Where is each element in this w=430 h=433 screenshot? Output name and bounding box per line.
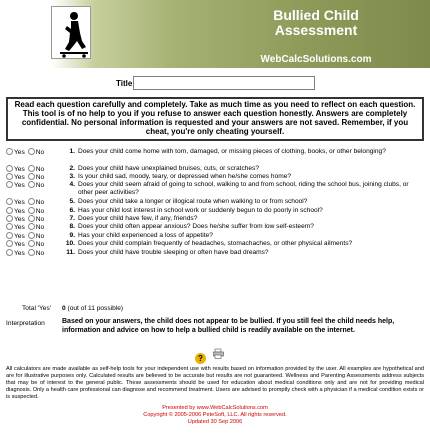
question-text: Does your child come home with torn, damaged, or missing pieces of clothing, books, or other belonging? — [78, 148, 386, 155]
radio-circle-icon[interactable] — [6, 181, 13, 188]
answer-options — [6, 223, 64, 232]
question-row — [6, 165, 424, 173]
question-number: 5. — [69, 198, 75, 205]
no-radio[interactable] — [28, 249, 44, 258]
answer-options — [6, 249, 64, 258]
radio-circle-icon[interactable] — [6, 207, 13, 214]
radio-circle-icon[interactable] — [28, 249, 35, 256]
radio-circle-icon[interactable] — [28, 165, 35, 172]
question-number: 8. — [69, 223, 75, 230]
no-label: No — [35, 224, 45, 231]
radio-circle-icon[interactable] — [6, 148, 13, 155]
yes-label: Yes — [14, 250, 25, 257]
no-label: No — [35, 166, 45, 173]
question-number: 7. — [69, 215, 75, 222]
yes-radio[interactable] — [6, 223, 25, 232]
page-title: Bullied Child Assessment — [273, 7, 359, 38]
question-number: 9. — [69, 232, 75, 239]
no-label: No — [35, 216, 45, 223]
yes-radio[interactable] — [6, 249, 25, 258]
question-text: Does your child often appear anxious? Does he/she suffer from low self-esteem? — [78, 223, 314, 230]
question-number: 1. — [69, 148, 75, 155]
yes-radio[interactable] — [6, 181, 25, 190]
radio-circle-icon[interactable] — [6, 240, 13, 247]
disclaimer-text: All calculators are made available as self-help tools for your independent use with results based on information provided by the user. All examples are hypothetical and are for illustrative purposes only. Calculated results are believed to be accurate but results are not guaranteed. Wellness and Parenting Assessments address subjects that may be of interest to the general public. These assessments should be used for education about medical conditions only and are not for providing medical diagnosis. Only a health care professional can diagnose and recommend treatment. Users are advised to promptly check with a physician if a medical condition exists or is suspected. — [6, 366, 424, 400]
question-text: Does your child complain frequently of headaches, stomachaches, or other physical ailments? — [78, 240, 353, 247]
total-yes-label: Total 'Yes' — [22, 305, 52, 312]
radio-circle-icon[interactable] — [28, 215, 35, 222]
question-text: Is your child sad, moody, teary, or depressed when he/she comes home? — [78, 173, 292, 180]
question-text: Does your child seem afraid of going to school, walking to and from school, riding the school bus, joining clubs, or other peer activities? — [78, 181, 409, 196]
radio-circle-icon[interactable] — [6, 232, 13, 239]
radio-circle-icon[interactable] — [28, 223, 35, 230]
skateboarder-logo — [51, 6, 91, 59]
radio-circle-icon[interactable] — [6, 173, 13, 180]
question-number: 11. — [66, 249, 75, 256]
footer-copyright: Copyright © 2005-2006 PeteSoft, LLC. All rights reserved. — [143, 412, 287, 418]
radio-circle-icon[interactable] — [6, 223, 13, 230]
no-label: No — [35, 182, 45, 189]
yes-label: Yes — [14, 149, 25, 156]
question-number: 6. — [69, 207, 75, 214]
title-label: Title — [116, 79, 133, 88]
footer-updated: Updated 30 Sep 2006 — [187, 419, 243, 425]
yes-radio[interactable] — [6, 240, 25, 249]
header-banner — [0, 0, 430, 68]
radio-circle-icon[interactable] — [28, 181, 35, 188]
yes-label: Yes — [14, 199, 25, 206]
question-row — [6, 173, 424, 181]
no-label: No — [35, 174, 45, 181]
interpretation-label: Interpretation — [6, 320, 45, 327]
action-icons — [195, 348, 224, 366]
no-radio[interactable] — [28, 223, 44, 232]
no-label: No — [35, 233, 45, 240]
answer-options — [6, 198, 64, 207]
question-row — [6, 249, 424, 257]
answer-options — [6, 240, 64, 249]
question-row — [6, 198, 424, 206]
question-text: Does your child have few, if any, friends? — [78, 215, 198, 222]
help-icon[interactable]: ? — [195, 353, 206, 364]
radio-circle-icon[interactable] — [28, 240, 35, 247]
no-label: No — [35, 250, 45, 257]
question-text: Has your child lost interest in school work or suddenly begun to do poorly in school? — [78, 207, 323, 214]
no-radio[interactable] — [28, 148, 44, 157]
question-row — [6, 181, 424, 197]
radio-circle-icon[interactable] — [6, 249, 13, 256]
radio-circle-icon[interactable] — [6, 198, 13, 205]
no-radio[interactable] — [28, 181, 44, 190]
yes-label: Yes — [14, 241, 25, 248]
skateboarder-icon — [52, 7, 92, 60]
printer-icon[interactable] — [213, 348, 224, 359]
question-text: Does your child have trouble sleeping or often have bad dreams? — [78, 249, 269, 256]
radio-circle-icon[interactable] — [28, 148, 35, 155]
radio-circle-icon[interactable] — [28, 232, 35, 239]
yes-label: Yes — [14, 182, 25, 189]
yes-label: Yes — [14, 224, 25, 231]
question-row — [6, 223, 424, 231]
yes-radio[interactable] — [6, 148, 25, 157]
question-number: 3. — [69, 173, 75, 180]
question-row — [6, 207, 424, 215]
radio-circle-icon[interactable] — [28, 207, 35, 214]
no-label: No — [35, 149, 45, 156]
yes-label: Yes — [14, 216, 25, 223]
title-input[interactable] — [133, 76, 315, 90]
no-label: No — [35, 208, 45, 215]
no-label: No — [35, 241, 45, 248]
question-number: 2. — [69, 165, 75, 172]
interpretation-text: Based on your answers, the child does not appear to be bullied. If you still feel the child needs help, information and advice on how to help a bullied child is readily available on the internet. — [62, 318, 395, 334]
yes-label: Yes — [14, 233, 25, 240]
question-row — [6, 148, 424, 164]
site-name: WebCalcSolutions.com — [260, 54, 372, 65]
question-row — [6, 232, 424, 240]
no-radio[interactable] — [28, 198, 44, 207]
question-text: Does your child have unexplained bruises, cuts, or scratches? — [78, 165, 260, 172]
radio-circle-icon[interactable] — [28, 198, 35, 205]
question-row — [6, 215, 424, 223]
instructions-box: Read each question carefully and completely. Take as much time as you need to reflect on each question. This tool is of no help to you if you refuse to answer each question honestly. Answers are completely confidential. No personal information is requested and your answers are not saved. Remember, if you cheat, you're only cheating yourself. — [6, 97, 424, 141]
answer-options — [6, 148, 64, 157]
total-count: 0 — [62, 305, 66, 312]
answer-options — [6, 181, 64, 190]
total-yes-value — [62, 305, 123, 312]
yes-radio[interactable] — [6, 198, 25, 207]
radio-circle-icon[interactable] — [6, 215, 13, 222]
yes-label: Yes — [14, 174, 25, 181]
radio-circle-icon[interactable] — [6, 165, 13, 172]
no-label: No — [35, 199, 45, 206]
radio-circle-icon[interactable] — [28, 173, 35, 180]
question-text: Has your child experienced a loss of appetite? — [78, 232, 213, 239]
footer-presented-link[interactable]: Presented by www.WebCalcSolutions.com — [162, 405, 268, 411]
footer — [6, 405, 424, 426]
question-number: 4. — [69, 181, 75, 188]
question-row — [6, 240, 424, 248]
no-radio[interactable] — [28, 240, 44, 249]
total-note: (out of 11 possible) — [67, 305, 124, 312]
question-text: Does your child take a longer or illogical route when walking to or from school? — [78, 198, 308, 205]
yes-label: Yes — [14, 208, 25, 215]
yes-label: Yes — [14, 166, 25, 173]
question-number: 10. — [65, 240, 75, 247]
